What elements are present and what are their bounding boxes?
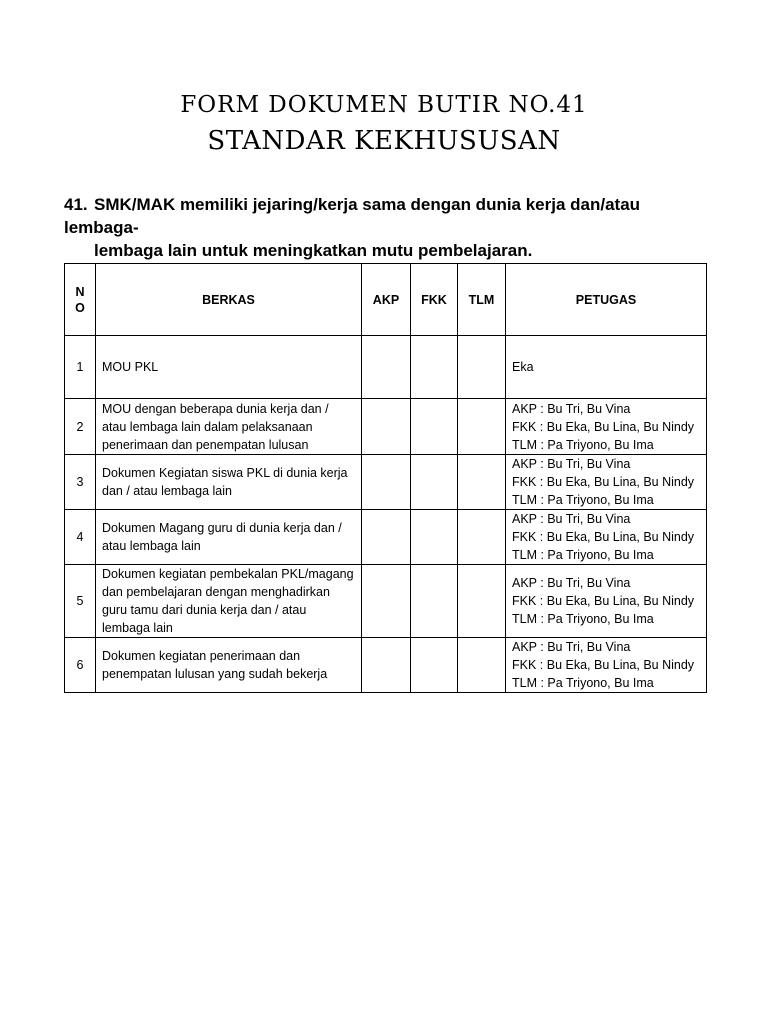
row-tlm-cell	[458, 565, 506, 638]
petugas-line-tlm: TLM : Pa Triyono, Bu Ima	[512, 548, 654, 562]
petugas-line-tlm: TLM : Pa Triyono, Bu Ima	[512, 493, 654, 507]
petugas-line-akp: AKP : Bu Tri, Bu Vina	[512, 457, 631, 471]
row-tlm-cell	[458, 336, 506, 399]
row-no: 1	[65, 336, 96, 399]
row-petugas	[506, 565, 707, 638]
petugas-line-tlm: TLM : Pa Triyono, Bu Ima	[512, 676, 654, 690]
criteria-heading	[64, 193, 714, 262]
petugas-line: Eka	[512, 360, 534, 374]
criteria-number: 41.	[64, 195, 88, 214]
row-tlm-cell	[458, 399, 506, 455]
criteria-heading-line1	[64, 193, 714, 239]
row-akp-cell	[362, 510, 411, 565]
header-tlm: TLM	[458, 264, 506, 336]
row-fkk-cell	[411, 510, 458, 565]
row-berkas: MOU PKL	[96, 336, 362, 399]
header-berkas: BERKAS	[96, 264, 362, 336]
row-petugas	[506, 336, 707, 399]
criteria-text-line1: SMK/MAK memiliki jejaring/kerja sama dengan dunia kerja dan/atau lembaga-	[64, 195, 641, 237]
row-akp-cell	[362, 565, 411, 638]
row-petugas	[506, 638, 707, 693]
header-no	[65, 264, 96, 336]
row-no: 4	[65, 510, 96, 565]
row-no: 2	[65, 399, 96, 455]
row-berkas: MOU dengan beberapa dunia kerja dan / atau lembaga lain dalam pelaksanaan penerimaan dan penempatan lulusan	[96, 399, 362, 455]
header-no-line2: O	[75, 300, 85, 315]
header-akp: AKP	[362, 264, 411, 336]
header-fkk: FKK	[411, 264, 458, 336]
table-row	[65, 638, 707, 693]
table-row	[65, 336, 707, 399]
row-fkk-cell	[411, 638, 458, 693]
row-no: 5	[65, 565, 96, 638]
row-fkk-cell	[411, 565, 458, 638]
petugas-line-akp: AKP : Bu Tri, Bu Vina	[512, 401, 631, 416]
row-akp-cell	[362, 336, 411, 399]
petugas-line-akp: AKP : Bu Tri, Bu Vina	[512, 640, 631, 654]
petugas-line-fkk: FKK : Bu Eka, Bu Lina, Bu Nindy	[512, 530, 695, 544]
row-fkk-cell	[411, 336, 458, 399]
row-tlm-cell	[458, 455, 506, 510]
petugas-line-fkk: FKK : Bu Eka, Bu Lina, Bu Nindy	[512, 658, 695, 672]
petugas-line-fkk: FKK : Bu Eka, Bu Lina, Bu Nindy	[512, 475, 695, 489]
petugas-line-akp: AKP : Bu Tri, Bu Vina	[512, 512, 631, 526]
petugas-line-fkk: FKK : Bu Eka, Bu Lina, Bu Nindy	[512, 419, 695, 434]
row-berkas: Dokumen Magang guru di dunia kerja dan / atau lembaga lain	[96, 510, 362, 565]
document-table	[64, 263, 707, 693]
row-no: 3	[65, 455, 96, 510]
petugas-line-fkk: FKK : Bu Eka, Bu Lina, Bu Nindy	[512, 594, 695, 608]
table-row	[65, 399, 707, 455]
row-petugas	[506, 455, 707, 510]
row-berkas: Dokumen kegiatan penerimaan dan penempatan lulusan yang sudah bekerja	[96, 638, 362, 693]
form-title: FORM DOKUMEN BUTIR NO.41	[180, 92, 588, 118]
petugas-line-akp: AKP : Bu Tri, Bu Vina	[512, 576, 631, 590]
table-row	[65, 510, 707, 565]
criteria-text-line2: lembaga lain untuk meningkatkan mutu pembelajaran.	[94, 241, 533, 260]
table-row	[65, 565, 707, 638]
row-petugas	[506, 399, 707, 455]
row-no: 6	[65, 638, 96, 693]
row-petugas	[506, 510, 707, 565]
row-berkas: Dokumen Kegiatan siswa PKL di dunia kerja dan / atau lembaga lain	[96, 455, 362, 510]
header-petugas: PETUGAS	[506, 264, 707, 336]
row-tlm-cell	[458, 638, 506, 693]
row-berkas: Dokumen kegiatan pembekalan PKL/magang dan pembelajaran dengan menghadirkan guru tamu dari dunia kerja dan / atau lembaga lain	[96, 565, 362, 638]
table-row	[65, 455, 707, 510]
table-header-row	[65, 264, 707, 336]
row-fkk-cell	[411, 455, 458, 510]
form-subtitle: STANDAR KEKHUSUSAN	[207, 126, 561, 156]
row-tlm-cell	[458, 510, 506, 565]
row-akp-cell	[362, 638, 411, 693]
row-akp-cell	[362, 455, 411, 510]
petugas-line-tlm: TLM : Pa Triyono, Bu Ima	[512, 612, 654, 626]
header-no-line1: N	[75, 284, 85, 299]
row-fkk-cell	[411, 399, 458, 455]
row-akp-cell	[362, 399, 411, 455]
petugas-line-tlm: TLM : Pa Triyono, Bu Ima	[512, 437, 654, 452]
